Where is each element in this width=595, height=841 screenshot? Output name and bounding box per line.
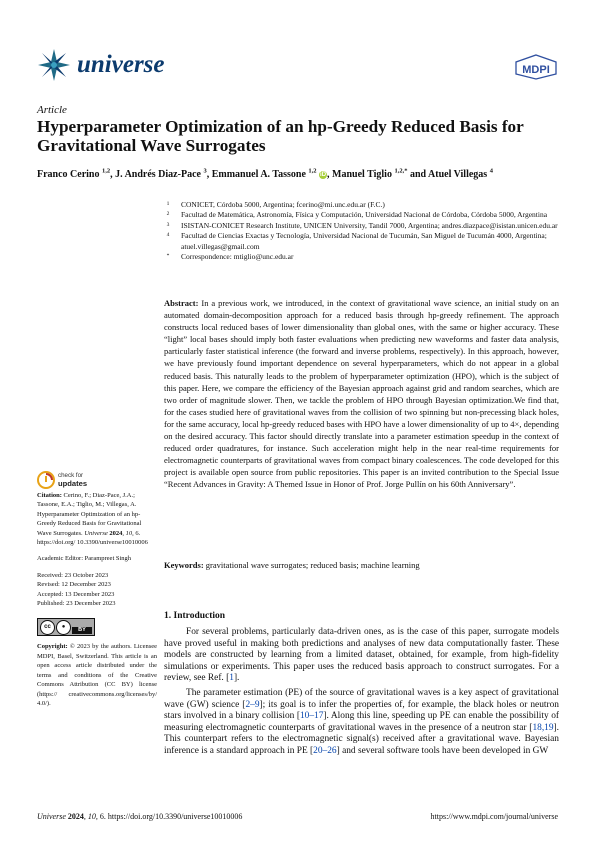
citation-volume: 10 bbox=[125, 529, 133, 537]
abstract bbox=[164, 297, 559, 491]
universe-logo-icon bbox=[37, 48, 71, 82]
affiliation-text: Facultad de Matemática, Astronomía, Física y Computación, Universidad Nacional de Córdoba, Córdoba 5000, Argentina bbox=[181, 210, 548, 220]
author-sup: 1,2,* bbox=[394, 167, 408, 175]
received-date: Received: 23 October 2023 bbox=[37, 571, 109, 579]
check-for-updates-icon bbox=[37, 471, 55, 489]
affiliation-item bbox=[164, 221, 564, 231]
author-sup: 1,2 bbox=[308, 167, 317, 175]
mdpi-text: MDPI bbox=[522, 64, 550, 76]
intro-body bbox=[164, 627, 559, 758]
abstract-label: Abstract: bbox=[164, 298, 199, 308]
footer-journal: Universe bbox=[37, 812, 66, 821]
accepted-date: Accepted: 13 December 2023 bbox=[37, 590, 115, 598]
affiliation-text: Facultad de Ciencias Exactas y Tecnología, Universidad Nacional de Tucumán, San Miguel de Tucumán 4000, Argentina; atuel.villegas@gmail.com bbox=[181, 231, 547, 251]
reference-link[interactable]: 18,19 bbox=[532, 722, 554, 733]
author-separator: , bbox=[206, 169, 212, 180]
academic-editor: Academic Editor: Parampreet Singh bbox=[37, 555, 132, 563]
paragraph-text: ]. This counterpart refers to the electromagnetic signal(s) received after a gravitational wave. Bayesian inference is a standard approach in PE [ bbox=[164, 722, 559, 756]
revised-date: Revised: 12 December 2023 bbox=[37, 581, 111, 589]
affiliation-text: CONICET, Córdoba 5000, Argentina; fcerino@mi.unc.edu.ar (F.C.) bbox=[181, 200, 385, 209]
sidebar bbox=[37, 491, 157, 708]
keywords-text: gravitational wave surrogates; reduced basis; machine learning bbox=[205, 560, 420, 570]
citation: Citation: Cerino, F.; Diaz-Pace, J.A.; Tassone, E.A.; Tiglio, M.; Villegas, A. Hyperparameter Optimization of an hp-Greedy Reduced Basis for Gravitational Wave Surrogates. Universe 2024, 10, 6. https://doi.org/ 10.3390/universe10010006 bbox=[37, 492, 148, 547]
author-sup: 4 bbox=[489, 167, 493, 175]
paragraph-text: ]. Along this line, speeding up PE can enable the possibility of measuring electromagnetic counterparts of gravitational waves in the presence of a neutron star [ bbox=[164, 711, 560, 733]
cc-icon: cc bbox=[40, 620, 55, 635]
affiliation-marker: 1 bbox=[166, 201, 170, 207]
reference-link[interactable]: 1 bbox=[229, 673, 234, 684]
section-heading: 1. Introduction bbox=[164, 611, 226, 621]
footer-volume: 10 bbox=[87, 812, 96, 821]
footer-journal-url[interactable]: https://www.mdpi.com/journal/universe bbox=[430, 812, 558, 821]
paragraph-text: ]. bbox=[233, 673, 240, 684]
article-type: Article bbox=[37, 104, 67, 116]
intro-paragraph bbox=[164, 627, 559, 685]
author-name[interactable]: J. Andrés Diaz-Pace bbox=[115, 169, 201, 180]
copyright-label: Copyright: bbox=[37, 643, 68, 651]
footer-year: 2024 bbox=[67, 812, 84, 821]
affiliation-item bbox=[164, 252, 564, 262]
copyright bbox=[37, 642, 157, 708]
article-title: Hyperparameter Optimization of an hp-Greedy Reduced Basis for Gravitational Wave Surrogates bbox=[37, 117, 524, 155]
affiliation-marker: 2 bbox=[166, 211, 170, 218]
cc-license-badge[interactable] bbox=[37, 618, 95, 636]
published-date: Published: 23 December 2023 bbox=[37, 600, 116, 608]
check-for-updates-label bbox=[58, 472, 87, 489]
author-name[interactable]: Manuel Tiglio bbox=[332, 169, 392, 180]
affiliation-text: Correspondence: mtiglio@unc.edu.ar bbox=[181, 252, 294, 262]
cc-by-label: BY bbox=[72, 627, 92, 634]
citation-journal: Universe bbox=[84, 529, 108, 537]
affiliation-marker: * bbox=[166, 253, 170, 260]
author-separator: , bbox=[327, 169, 333, 180]
intro-paragraph bbox=[164, 688, 559, 758]
affiliation-marker: 4 bbox=[166, 232, 170, 239]
citation-label: Citation: bbox=[37, 492, 62, 499]
citation-year: 2024 bbox=[109, 529, 123, 537]
footer-doi[interactable]: , 6. https://doi.org/10.3390/universe10010006 bbox=[95, 812, 243, 821]
check-updates-line2: updates bbox=[58, 479, 88, 488]
affiliations bbox=[164, 200, 564, 262]
paragraph-text: ]; its goal is to infer the properties of, for example, the black holes or neutron stars involved in a binary collision [ bbox=[164, 699, 559, 722]
author-name[interactable]: Franco Cerino bbox=[37, 169, 100, 180]
citation-doi[interactable]: , 6. https://doi.org/ 10.3390/universe10010006 bbox=[37, 529, 148, 547]
paragraph-text: For several problems, particularly data-driven ones, as is the case of this paper, surrogate models have proved useful in making both predictions and analyses of new data computationally faster. These models are constructed by learning from a limited dataset, obtained, for example, from high-fidelity simulations or experiments. This paper uses the reduced basis approach to construct surrogates. For a review, see Ref. [ bbox=[164, 627, 559, 684]
reference-link[interactable]: 20–26 bbox=[313, 745, 337, 756]
keywords bbox=[164, 559, 559, 571]
author-separator: , bbox=[110, 169, 116, 180]
affiliation-text: ISISTAN-CONICET Research Institute, UNICEN University, Tandil 7000, Argentina; andres.diazpace@isistan.unicen.edu.ar bbox=[181, 220, 558, 230]
keywords-label: Keywords: bbox=[164, 560, 204, 570]
author-name[interactable]: Emmanuel A. Tassone bbox=[211, 169, 306, 180]
reference-link[interactable]: 10–17 bbox=[299, 711, 324, 722]
affiliation-item bbox=[164, 210, 564, 220]
journal-name[interactable]: universe bbox=[77, 51, 165, 78]
paragraph-text: The parameter estimation (PE) of the source of gravitational waves is a key aspect of gravitational wave (GW) science [ bbox=[164, 687, 559, 710]
author-name[interactable]: Atuel Villegas bbox=[428, 169, 488, 180]
check-for-updates-button[interactable] bbox=[37, 471, 117, 491]
reference-link[interactable]: 2–9 bbox=[245, 699, 260, 710]
check-updates-line1: check for bbox=[58, 472, 84, 479]
affiliation-marker: 3 bbox=[166, 221, 170, 228]
citation-text: Cerino, F.; Diaz-Pace, J.A.; Tassone, E.A.; Tiglio, M.; Villegas, A. Hyperparameter Optimization of an hp-Greedy Reduced Basis for Gravitational Wave Surrogates. bbox=[37, 492, 142, 537]
author-separator: and bbox=[407, 169, 429, 180]
abstract-text: In a previous work, we introduced, in the context of gravitational wave science, an initial study on an automated domain-decomposition approach for a reduced basis through hp-greedy refinement. The approach constructs local reduced bases of lower dimensionality than global ones, with the same or higher accuracy. These “light” local bases should imply both faster evaluations when predicting new waveforms and faster data analysis, particularly faster statistical inference (the forward and inverse problems, respectively). In this approach, however, we have previously found important dependence on several hyperparameters, which do not appear in a global reduced basis. This naturally leads to the problem of hyperparameter optimization (HPO), which is the subject of this paper. Here, we compare the efficiency of the Bayesian approach against grid and random searches, which are two order of magnitude slower. Then, we tackle the problem of HPO through Bayesian optimization.We find that, for the cases studied here of gravitational waves from the collision of two spinning but non-precessing black holes, for the same accuracy, local hp-greedy reduced bases with HPO have a lower dimensionality of up to 4×, depending on the desired accuracy. This factor should directly translate into a parameter estimation speedup in the context of reduced order quadratures, for instance. Such acceleration might help in the near real-time requirements for electromagnetic counterparts of gravitational waves from compact binary coalescences. The code developed for this project is available open source from public repositories. This paper is an invited contribution to the Special Issue “Recent Advances in Gravity: A Themed Issue in Honor of Prof. Jorge Pullín on his 60th Anniversary”. bbox=[164, 298, 559, 490]
author-sup: 3 bbox=[203, 167, 207, 175]
author-list bbox=[37, 168, 557, 181]
affiliation-item bbox=[164, 200, 564, 210]
orcid-icon[interactable]: iD bbox=[320, 172, 327, 178]
author-sup: 1,2 bbox=[102, 167, 111, 175]
cc-by-person-icon: ● bbox=[56, 620, 71, 635]
affiliation-item bbox=[164, 231, 564, 252]
copyright-text: © 2023 by the authors. Licensee MDPI, Basel, Switzerland. This article is an open access article distributed under the terms and conditions of the Creative Commons Attribution (CC BY) license (https:// creativecommons.org/licenses/by/ 4.0/). bbox=[37, 643, 157, 707]
paragraph-text: ] and several software tools have been developed in GW bbox=[336, 745, 549, 756]
footer-citation: Universe 2024, 10, 6. https://doi.org/10.3390/universe10010006 bbox=[37, 812, 243, 821]
mdpi-logo[interactable] bbox=[514, 54, 558, 80]
